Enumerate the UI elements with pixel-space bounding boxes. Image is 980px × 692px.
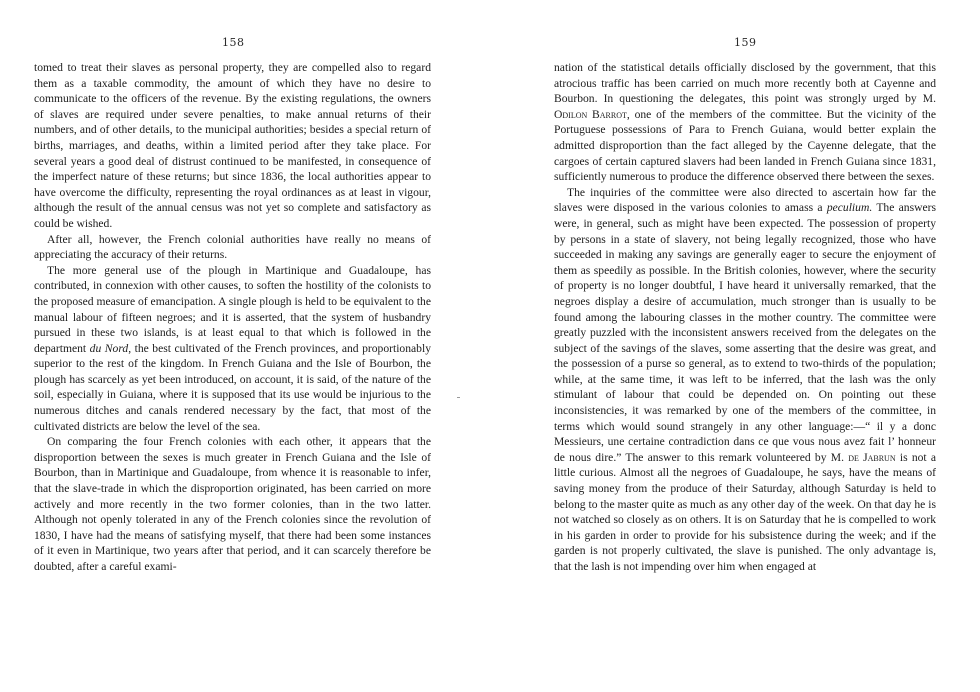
page-number-left: 158 <box>222 36 245 49</box>
left-page-text <box>34 60 431 575</box>
text-run: The inquiries of the committee were also directed to ascertain how far the slaves were disposed in the various colonies to amass a <box>554 185 936 215</box>
paragraph <box>554 60 936 185</box>
text-run: nation of the statistical details officially disclosed by the government, that this atrocious traffic has been carried on much more recently both at Cayenne and Bourbon. In questioning the delegates, this point was strongly urged by M. <box>554 61 936 106</box>
text-run: The answers were, in general, such as might have been expected. The possession of property by persons in a state of slavery, not being legally recognized, those who have succeeded in making any savings are generally eager to secure the enjoyment of them as speedily as possible. In the British colonies, however, where the security of property is no longer doubtful, I have heard it universally remarked, that the negroes display a desire of accumulation, much stronger than is usually to be found among the labouring classes in the mother country. The committee were greatly puzzled with the inconsistent answers received from the delegates on the subject of the savings of the slaves, some asserting that the desire was great, and the possession of a purse so general, as to extend to two-thirds of the population; while, at the same time, it was left to be inferred, that the lash was the only stimulant of labour that could be depended on. On pointing out these inconsistencies, it was remarked by one of the members of the committee, in terms which would sound strangely in any other language:—“ il y a donc Messieurs, une certaine contradiction dans ce que vous nous avez fait l’ honneur de nous dire.” The answer to this remark volunteered by M. <box>554 201 936 464</box>
page-number-right: 159 <box>734 36 757 49</box>
name-small-caps: de Jabrun <box>848 450 896 464</box>
name-small-caps: Odilon Barrot <box>554 107 627 121</box>
right-page-text <box>554 60 936 575</box>
text-run: , one of the members of the committee. But the vicinity of the Portuguese possessions of Para to French Guiana, would better explain the admitted disproportion than the fact alleged by the Cayenne delegate, that the cargoes of certain captured slavers had been landed in French Guiana since 1831, sufficiently numerous to produce the difference observed there between the sexes. <box>554 107 936 184</box>
text-run: The more general use of the plough in Martinique and Guadaloupe, has contributed, in connexion with other causes, to soften the hostility of the colonists to the proposed measure of emancipation. A single plough is held to be equivalent to the manual labour of fifteen negroes; and it is asserted, that the system of husbandry pursued in these two islands, is at least equal to that which is followed in the department <box>34 263 431 355</box>
italic-text: du Nord <box>89 341 129 355</box>
italic-text: peculium. <box>826 201 873 215</box>
paragraph <box>34 434 431 574</box>
right-page <box>480 0 980 692</box>
text-run: is not a little curious. Almost all the negroes of Guadaloupe, he says, have the means of saving money from the produce of their Saturday, although Saturday is held to belong to the master quite as much as any other day of the week. On that day he is not watched so closely as on others. It is on Saturday that he is compelled to work in his garden in order to provide for his subsistence during the week; and if the garden is not properly cultivated, the slave is punished. The only advantage is, that the lash is not impending over him when engaged at <box>554 450 937 573</box>
paragraph <box>34 263 431 435</box>
left-page <box>0 0 480 692</box>
paragraph <box>34 232 431 263</box>
text-run: , the best cultivated of the French provinces, and proportionably superior to the rest of the kingdom. In French Guiana and the Isle of Bourbon, the plough has scarcely as yet been introduced, on account, it is said, of the nature of the soil, especially in Guiana, where it is supposed that its use would be injurious to the numerous ditches and canals rendered necessary by the fact, that most of the cultivated districts are below the level of the sea. <box>34 341 431 433</box>
paragraph <box>34 60 431 232</box>
paragraph <box>554 185 936 575</box>
text-run: After all, however, the French colonial authorities have really no means of appreciating the accuracy of their returns. <box>34 232 431 262</box>
text-run: On comparing the four French colonies with each other, it appears that the disproportion between the sexes is much greater in French Guiana and the Isle of Bourbon, than in Martinique and Guadaloupe, from whence it is reasonable to infer, that the slave-trade in which the disproportion originated, has been carried on more actively and more recently in the two former colonies, than in the two latter. Although not openly tolerated in any of the French colonies since the revolution of 1830, I have had the means of satisfying myself, that there had been some instances of it even in Martinique, two years after that period, and it can scarcely therefore be doubted, after a careful exami- <box>34 435 431 573</box>
gutter-mark <box>457 397 460 398</box>
text-run: tomed to treat their slaves as personal property, they are compelled also to regard them as a taxable commodity, the amount of which they have no desire to communicate to the officers of the revenue. By the existing regulations, the owners of slaves are required under severe penalties, to make annual returns of their numbers, and of other details, to the municipal authorities; besides a special return of births, marriages, and deaths, within a limited period after they take place. For several years a good deal of distrust continued to be manifested, in consequence of the imperfect nature of these returns; but since 1836, the local authorities appear to have overcome the difficulty, representing the royal ordinances as at least in vigour, although the result of the annual census was not yet so complete and satisfactory as could be wished. <box>34 61 431 230</box>
